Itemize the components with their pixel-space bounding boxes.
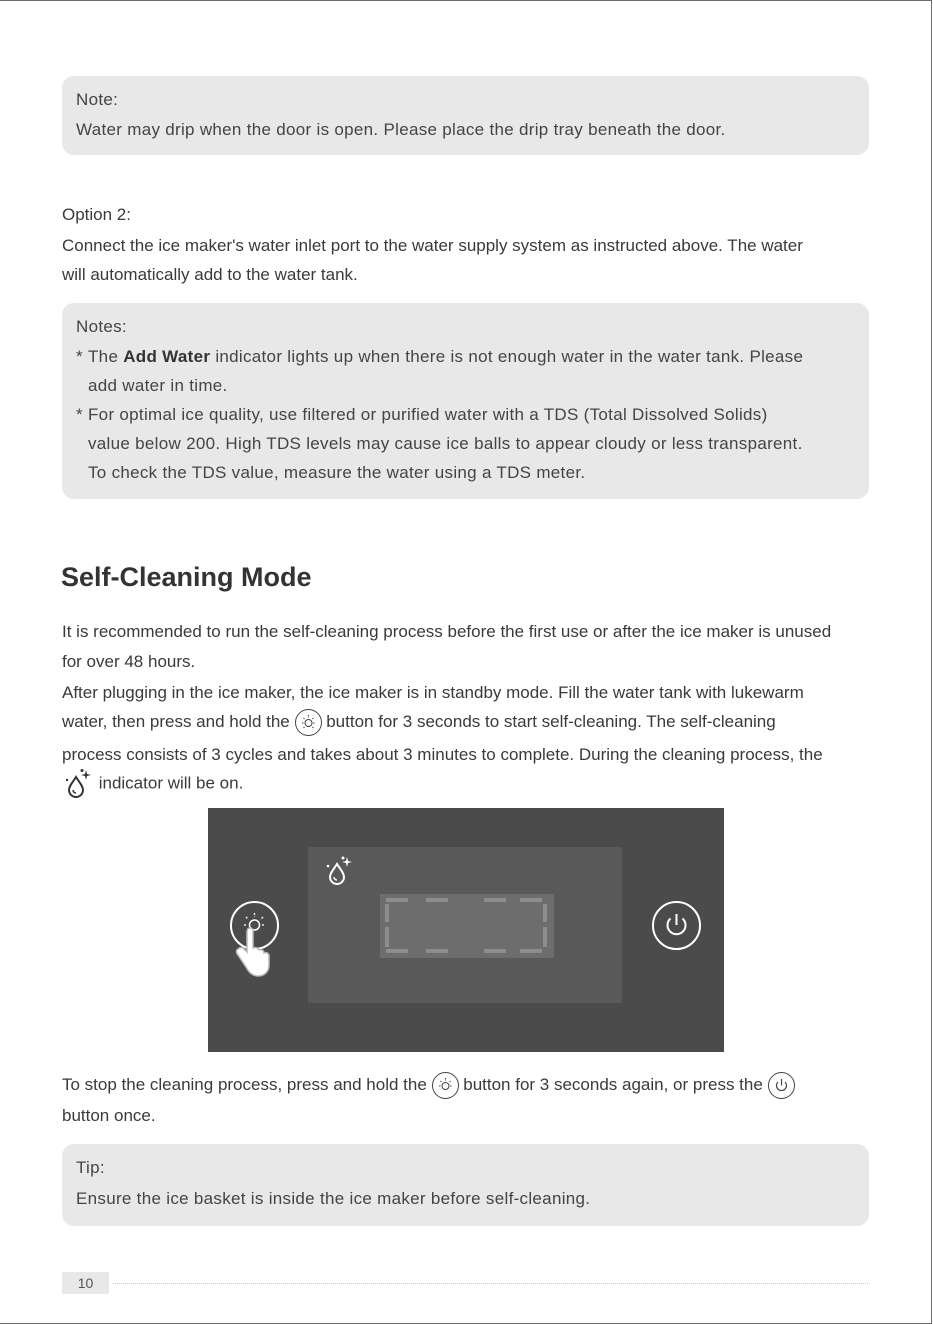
- paragraph-line: [62, 709, 776, 736]
- bullet-text: indicator lights up when there is not enough water in the water tank. Please: [210, 347, 804, 366]
- power-icon: [654, 903, 699, 948]
- light-bulb-icon: [295, 709, 322, 736]
- note-text: Water may drip when the door is open. Please place the drip tray beneath the door.: [76, 120, 726, 139]
- paragraph-line: It is recommended to run the self-cleaning process before the first use or after the ice maker is unused: [62, 622, 832, 641]
- paragraph-text: button for 3 seconds again, or press the: [458, 1074, 768, 1094]
- bullet-star: *: [76, 405, 83, 424]
- paragraph-line: button once.: [62, 1106, 156, 1125]
- notes-bullet-2-cont: value below 200. High TDS levels may cause ice balls to appear cloudy or less transparent.: [88, 434, 803, 453]
- notes-box: [62, 303, 869, 499]
- water-drop-sparkle-icon: [320, 853, 354, 889]
- power-button[interactable]: [652, 901, 701, 950]
- notes-bullet-2-cont: To check the TDS value, measure the water using a TDS meter.: [88, 463, 586, 482]
- notes-bullet-2: [76, 405, 768, 425]
- option-text-line-1: Connect the ice maker's water inlet port to the water supply system as instructed above. The water: [62, 236, 803, 255]
- note-box: [62, 76, 869, 155]
- paragraph-line: process consists of 3 cycles and takes about 3 minutes to complete. During the cleaning process, the: [62, 745, 823, 764]
- display-area: [308, 847, 622, 1003]
- tip-text: Ensure the ice basket is inside the ice maker before self-cleaning.: [76, 1189, 591, 1208]
- notes-title: Notes:: [76, 317, 127, 336]
- light-bulb-icon: [432, 1072, 459, 1099]
- paragraph-text: indicator will be on.: [94, 773, 244, 793]
- option-title: Option 2:: [62, 205, 131, 224]
- water-drop-sparkle-icon: [62, 768, 94, 800]
- power-icon: [768, 1072, 795, 1099]
- add-water-label: Add Water: [123, 347, 211, 366]
- paragraph-text: button for 3 seconds to start self-cleaning. The self-cleaning: [321, 711, 776, 731]
- paragraph-text: To stop the cleaning process, press and hold the: [62, 1074, 432, 1094]
- control-panel-illustration: [208, 808, 724, 1052]
- bullet-text: For optimal ice quality, use filtered or purified water with a TDS (Total Dissolved Solids): [88, 405, 768, 424]
- paragraph-text: water, then press and hold the: [62, 711, 295, 731]
- paragraph-line: [62, 1072, 795, 1099]
- notes-bullet-1: [76, 347, 803, 367]
- notes-bullet-1-cont: add water in time.: [88, 376, 228, 395]
- digit-display: [380, 894, 554, 958]
- paragraph-line: [62, 768, 243, 800]
- bullet-star: *: [76, 347, 83, 366]
- note-title: Note:: [76, 90, 119, 109]
- option-text-line-2: will automatically add to the water tank.: [62, 265, 358, 284]
- section-heading: Self-Cleaning Mode: [61, 562, 312, 592]
- page-number: 10: [62, 1272, 109, 1294]
- tip-title: Tip:: [76, 1158, 105, 1177]
- footer-divider: [113, 1283, 870, 1284]
- paragraph-line: After plugging in the ice maker, the ice maker is in standby mode. Fill the water tank with lukewarm: [62, 683, 804, 702]
- paragraph-line: for over 48 hours.: [62, 652, 196, 671]
- pointing-hand-icon: [226, 922, 274, 982]
- tip-box: [62, 1144, 869, 1226]
- bullet-text: The: [88, 347, 124, 366]
